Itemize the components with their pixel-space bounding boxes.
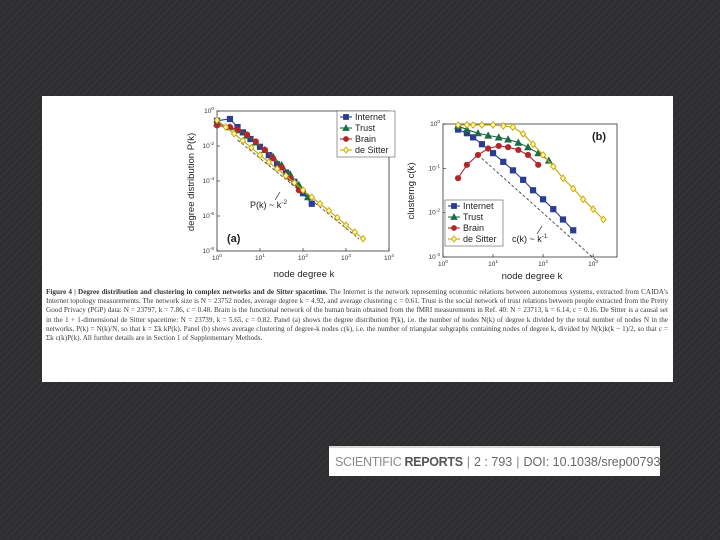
panel-b-point-internet	[479, 142, 484, 147]
panel-a-y-tick-label: $10^{-4}$	[202, 177, 214, 185]
panel-b-point-internet	[501, 159, 506, 164]
panel-b-point-brain	[455, 176, 460, 181]
panel-a-y-tick-label: $10^0$	[204, 107, 214, 115]
panel-a-point-brain	[244, 132, 249, 137]
panel-b-point-internet	[530, 188, 535, 193]
panel-a-series-line-brain	[217, 125, 299, 190]
panel-a-y-axis-label: degree distribution P(k)	[186, 132, 197, 232]
panel-b-point-brain	[475, 152, 480, 157]
panel-a-point-brain	[262, 147, 267, 152]
panel-b-point-brain	[506, 145, 511, 150]
footer-separator-2: |	[516, 455, 520, 469]
panel-b-point-de-sitter	[471, 122, 476, 128]
panel-a-legend-label: Brain	[355, 134, 377, 145]
panel-a-y-tick-label: $10^{-6}$	[202, 212, 214, 220]
panel-b-point-brain	[536, 162, 541, 167]
panel-b-point-internet	[560, 217, 565, 222]
panel-a-annotation-arrow	[275, 192, 280, 200]
panel-a-point-de-sitter	[318, 201, 323, 207]
panel-a-point-brain	[253, 139, 258, 144]
panel-a-x-tick-label: $10^2$	[298, 254, 308, 262]
caption-body: The Internet is the network representing economic relations between autonomous systems, extracted from CAIDA's Internet topology measurements. The network size is N = 23752 nodes, average degree k = 4.92, and average clustering c = 0.61. Trust is the social network of trust relations between people extracted from the Pretty Good Privacy (PGP) data: N = 23797, k = 7.86, c = 0.48. Brain is the functional network of the human brain obtained from the fMRI measurements in Ref. 40: N = 23713, k = 6.14, c = 0.16. De Sitter is a causal set in the 1 + 1-dimensional de Sitter spacetime: N = 23739, k = 5.65, c = 0.82. Panel (a) shows the degree distribution P(k), i.e. the number of nodes N(k) of degree k divided by the total number of nodes N in the networks, P(k) = N(k)/N, so that k = Σk kP(k). Panel (b) shows average clustering of degree-k nodes c(k), i.e. the number of triangular subgraphs containing nodes of degree k, divided by N(k)k(k − 1)/2, so that c = Σk c(k)P(k). All further details are in Section 1 of Supplementary Methods.	[46, 288, 668, 343]
panel-b-x-tick-label: $10^3$	[588, 260, 599, 268]
panel-a-legend-label: Trust	[355, 123, 376, 134]
journal-name-part-1: SCIENTIFIC	[335, 455, 402, 469]
panel-b-y-tick-label: $10^{-1}$	[428, 164, 440, 173]
panel-b-x-tick-label: $10^0$	[438, 260, 448, 268]
panel-a-x-tick-label: $10^3$	[341, 254, 351, 262]
panel-b-legend-label: de Sitter	[463, 234, 497, 245]
panel-a-legend-label: de Sitter	[355, 145, 389, 156]
paper-figure	[42, 96, 673, 382]
panel-a-legend-marker	[344, 137, 349, 142]
panel-b-point-brain	[464, 162, 469, 167]
panel-b-point-brain	[516, 147, 521, 152]
panel-a-y-tick-label: $10^{-2}$	[202, 142, 214, 150]
panel-b-y-tick-label: $10^{-3}$	[428, 253, 440, 261]
panel-b-legend-label: Brain	[463, 223, 485, 234]
panel-a-point-de-sitter	[352, 229, 357, 235]
panel-b-point-brain	[496, 143, 501, 148]
journal-name-part-2: REPORTS	[404, 455, 463, 469]
panel-b-y-tick-label: $10^{-2}$	[428, 208, 440, 217]
panel-b-point-internet	[510, 168, 515, 173]
panel-a-legend-marker	[344, 115, 349, 120]
panel-b-point-internet	[540, 197, 545, 202]
panel-b-point-internet	[490, 151, 495, 156]
figure-4-plots	[42, 96, 673, 286]
panel-a-y-tick-label: $10^{-8}$	[202, 247, 214, 255]
panel-b-point-trust	[525, 144, 531, 150]
footer-separator-1: |	[466, 455, 471, 469]
panel-b-legend-marker	[452, 226, 457, 231]
panel-a-x-tick-label: $10^0$	[212, 254, 222, 262]
panel-a-point-de-sitter	[361, 236, 366, 242]
panel-b-point-de-sitter	[490, 122, 495, 128]
panel-b-guide-annotation: c(k) ~ $k^{-1}$	[512, 233, 548, 244]
panel-b-legend-label: Internet	[463, 201, 494, 212]
panel-b-point-de-sitter	[510, 124, 515, 130]
journal-doi: DOI: 10.1038/srep00793	[523, 455, 661, 469]
panel-b-point-brain	[486, 146, 491, 151]
panel-b-legend-marker	[452, 204, 457, 209]
panel-a-x-axis-label: node degree k	[273, 269, 335, 280]
journal-volume: 2 : 793	[474, 455, 513, 469]
panel-a-point-brain	[270, 156, 275, 161]
figure-caption	[46, 288, 668, 343]
journal-footer	[329, 446, 660, 476]
caption-heading: Figure 4 | Degree distribution and clustering in complex networks and de Sitter spacetime.	[46, 288, 328, 296]
panel-b-point-internet	[521, 177, 526, 182]
panel-a-point-internet	[227, 116, 232, 121]
panel-b-y-tick-label: $10^0$	[430, 120, 440, 128]
panel-b-point-internet	[571, 228, 576, 233]
panel-a-legend-label: Internet	[355, 112, 386, 123]
panel-b-point-de-sitter	[464, 122, 469, 128]
panel-a-point-brain	[235, 127, 240, 132]
panel-b-point-internet	[551, 207, 556, 212]
panel-b-x-axis-label: node degree k	[501, 271, 563, 282]
panel-a-guide-annotation: P(k) ~ $k^{-2}$	[250, 199, 288, 210]
panel-b-y-axis-label: clusterng c(k)	[406, 162, 417, 220]
panel-b-x-tick-label: $10^2$	[538, 260, 549, 268]
panel-a-x-tick-label: $10^4$	[384, 254, 394, 262]
panel-a-x-tick-label: $10^1$	[255, 254, 265, 262]
panel-a-point-internet	[309, 201, 314, 206]
panel-b-legend-label: Trust	[463, 212, 484, 223]
panel-b-point-de-sitter	[479, 122, 484, 128]
panel-b-point-brain	[525, 152, 530, 157]
panel-a-label: (a)	[227, 233, 241, 245]
panel-b-x-tick-label: $10^1$	[488, 260, 498, 268]
panel-b-label: (b)	[592, 131, 607, 143]
